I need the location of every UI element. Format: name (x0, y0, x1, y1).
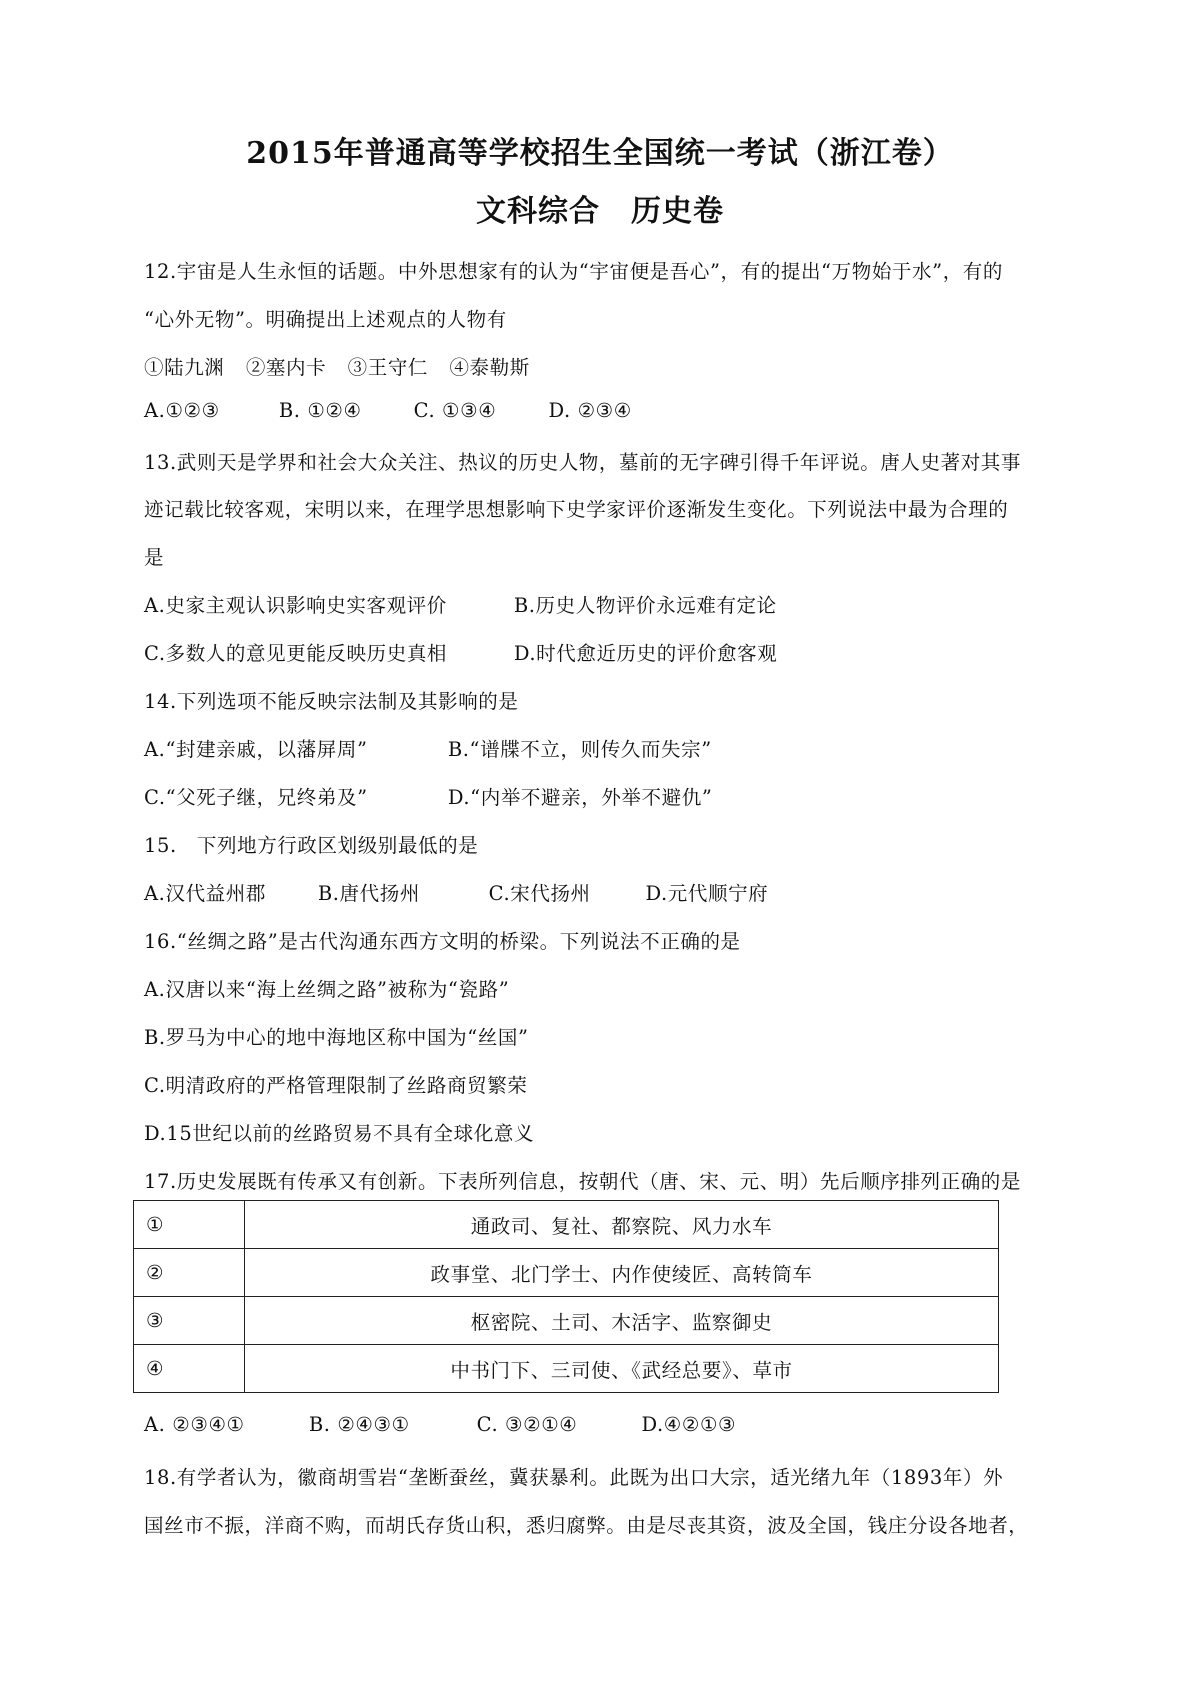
page-subtitle: 文科综合 历史卷 (476, 194, 724, 229)
q13-stem-line3: 是 (144, 546, 165, 569)
table-cell-num: ④ (134, 1345, 245, 1393)
q16-option-d: D.15世纪以前的丝路贸易不具有全球化意义 (144, 1122, 535, 1145)
q12-option-d: D. ②③④ (548, 399, 632, 422)
q13-option-d: D.时代愈近历史的评价愈客观 (513, 642, 778, 665)
q15-option-a: A.汉代益州郡 (144, 882, 266, 905)
q12-item: ①陆九渊 (144, 356, 225, 379)
q13-options-row2 (144, 638, 777, 666)
q12-options (144, 399, 632, 422)
q15-stem: 15. 下列地方行政区划级别最低的是 (144, 834, 479, 857)
q14-option-b: B.“谱牒不立，则传久而失宗” (447, 738, 712, 761)
q15-option-c: C.宋代扬州 (488, 882, 591, 905)
table-row (134, 1201, 999, 1249)
q17-table (133, 1200, 999, 1393)
q16-option-b: B.罗马为中心的地中海地区称中国为“丝国” (144, 1026, 529, 1049)
q13-option-a: A.史家主观认识影响史实客观评价 (144, 594, 447, 617)
q12-option-c: C. ①③④ (413, 399, 497, 422)
table-cell-text: 通政司、复社、都察院、风力水车 (245, 1201, 999, 1249)
table-cell-text: 政事堂、北门学士、内作使绫匠、高转筒车 (245, 1249, 999, 1297)
q12-item: ②塞内卡 (245, 356, 327, 379)
q12-stem-line1: 12.宇宙是人生永恒的话题。中外思想家有的认为“宇宙便是吾心”，有的提出“万物始于水”，有的 (144, 260, 1003, 283)
table-cell-num: ② (134, 1249, 245, 1297)
table-cell-num: ① (134, 1201, 245, 1249)
q13-option-c: C.多数人的意见更能反映历史真相 (144, 642, 448, 665)
q17-stem: 17.历史发展既有传承又有创新。下表所列信息，按朝代（唐、宋、元、明）先后顺序排列正确的是 (144, 1170, 1022, 1193)
q14-option-d: D.“内举不避亲，外举不避仇” (447, 786, 713, 809)
table-cell-text: 中书门下、三司使、《武经总要》、草市 (245, 1345, 999, 1393)
q17-option-d: D.④②①③ (641, 1413, 737, 1436)
q13-option-b: B.历史人物评价永远难有定论 (513, 594, 777, 617)
q16-stem: 16.“丝绸之路”是古代沟通东西方文明的桥梁。下列说法不正确的是 (144, 930, 741, 953)
q13-stem-line2: 迹记载比较客观，宋明以来，在理学思想影响下史学家评价逐渐发生变化。下列说法中最为合理的 (144, 498, 1009, 521)
page-title: 2015年普通高等学校招生全国统一考试（浙江卷） (246, 136, 954, 171)
q15-option-b: B.唐代扬州 (317, 882, 420, 905)
q16-option-a: A.汉唐以来“海上丝绸之路”被称为“瓷路” (144, 978, 510, 1001)
q17-option-b: B. ②④③① (308, 1413, 410, 1436)
q17-options (144, 1413, 736, 1436)
q14-option-a: A.“封建亲戚，以藩屏周” (144, 738, 368, 761)
q14-option-c: C.“父死子继，兄终弟及” (144, 786, 368, 809)
q12-item: ③王守仁 (347, 356, 429, 379)
q18-stem-line2: 国丝市不振，洋商不购，而胡氏存货山积，悉归腐弊。由是尽丧其资，波及全国，钱庄分设各地者， (144, 1514, 1029, 1537)
q15-option-d: D.元代顺宁府 (645, 882, 769, 905)
q14-stem: 14.下列选项不能反映宗法制及其影响的是 (144, 690, 519, 713)
q12-option-b: B. ①②④ (278, 399, 362, 422)
q18-stem-line1: 18.有学者认为，徽商胡雪岩“垄断蚕丝，冀获暴利。此既为出口大宗，适光绪九年（1893年）外 (144, 1466, 1004, 1489)
q14-options-row1 (144, 734, 712, 762)
table-row (134, 1297, 999, 1345)
q12-item: ④泰勒斯 (449, 356, 530, 379)
table-row (134, 1249, 999, 1297)
table-row (134, 1345, 999, 1393)
q17-option-c: C. ③②①④ (476, 1413, 578, 1436)
q15-options (144, 878, 768, 906)
table-cell-num: ③ (134, 1297, 245, 1345)
q12-stem-line2: “心外无物”。明确提出上述观点的人物有 (144, 308, 507, 331)
q16-option-c: C.明清政府的严格管理限制了丝路商贸繁荣 (144, 1074, 528, 1097)
q12-option-a: A.①②③ (144, 399, 220, 422)
q13-options-row1 (144, 590, 777, 618)
table-cell-text: 枢密院、土司、木活字、监察御史 (245, 1297, 999, 1345)
q13-stem-line1: 13.武则天是学界和社会大众关注、热议的历史人物，墓前的无字碑引得千年评说。唐人史著对其事 (144, 451, 1022, 474)
q17-option-a: A. ②③④① (144, 1413, 245, 1436)
q14-options-row2 (144, 782, 712, 810)
q12-items (144, 352, 530, 380)
